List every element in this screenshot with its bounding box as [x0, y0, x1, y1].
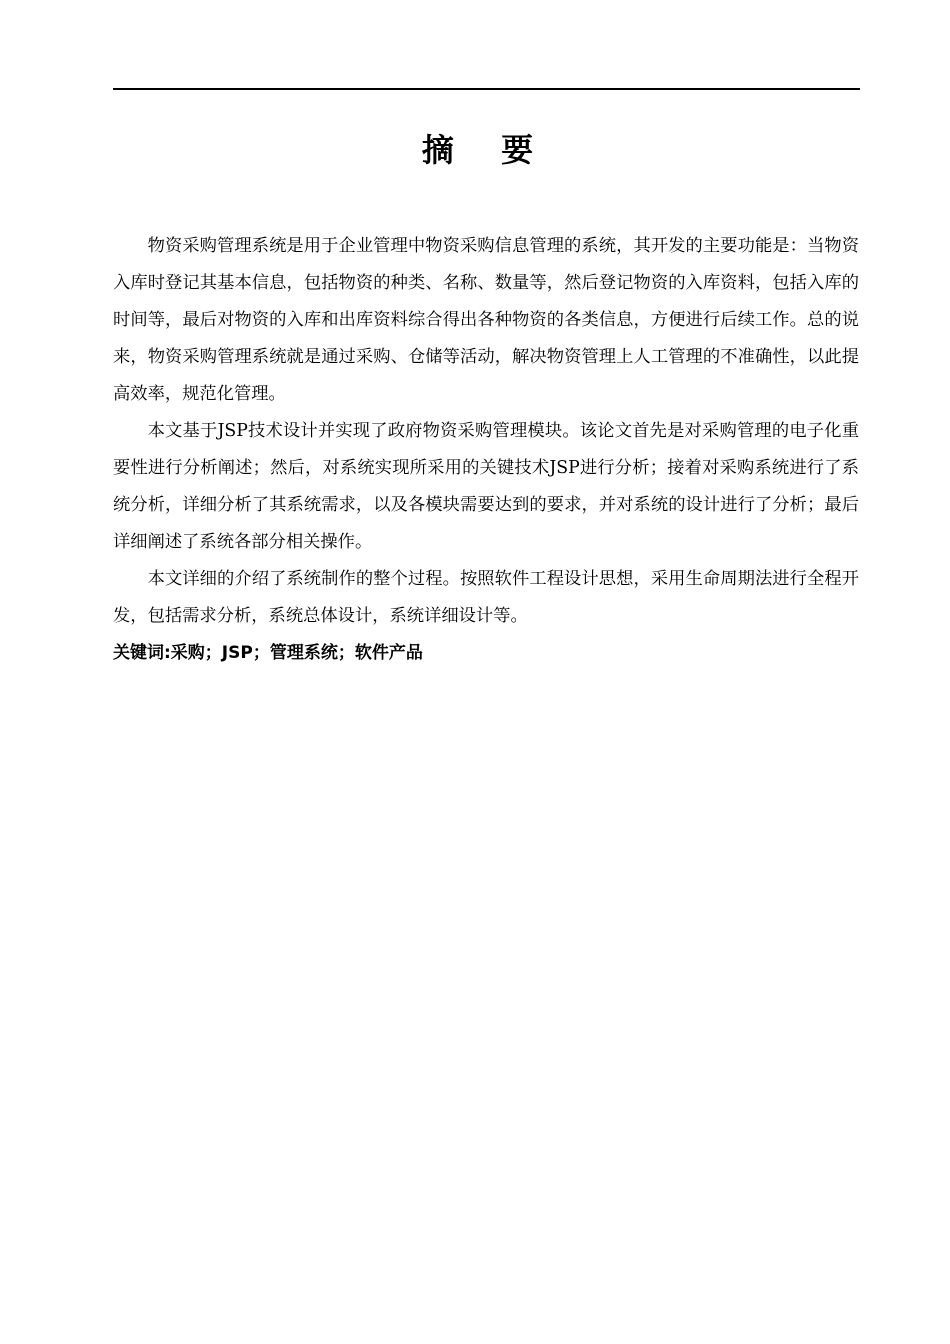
header-rule	[113, 88, 860, 90]
abstract-paragraph: 本文详细的介绍了系统制作的整个过程。按照软件工程设计思想，采用生命周期法进行全程开发，包括需求分析，系统总体设计，系统详细设计等。	[113, 569, 859, 626]
abstract-title: 摘 要	[421, 131, 552, 169]
abstract-paragraph: 物资采购管理系统是用于企业管理中物资采购信息管理的系统，其开发的主要功能是：当物资入库时登记其基本信息，包括物资的种类、名称、数量等，然后登记物资的入库资料，包括入库的时间等，最后对物资的入库和出库资料综合得出各种物资的各类信息，方便进行后续工作。总的说来，物资采购管理系统就是通过采购、仓储等活动，解决物资管理上人工管理的不准确性，以此提高效率，规范化管理。	[113, 236, 859, 404]
keywords-line: 关键词:采购；JSP；管理系统；软件产品	[113, 643, 423, 663]
abstract-paragraph: 本文基于JSP技术设计并实现了政府物资采购管理模块。该论文首先是对采购管理的电子化重要性进行分析阐述；然后，对系统实现所采用的关键技术JSP进行分析；接着对采购系统进行了系统分析，详细分析了其系统需求，以及各模块需要达到的要求，并对系统的设计进行了分析；最后详细阐述了系统各部分相关操作。	[113, 421, 859, 552]
abstract-body	[113, 228, 859, 672]
